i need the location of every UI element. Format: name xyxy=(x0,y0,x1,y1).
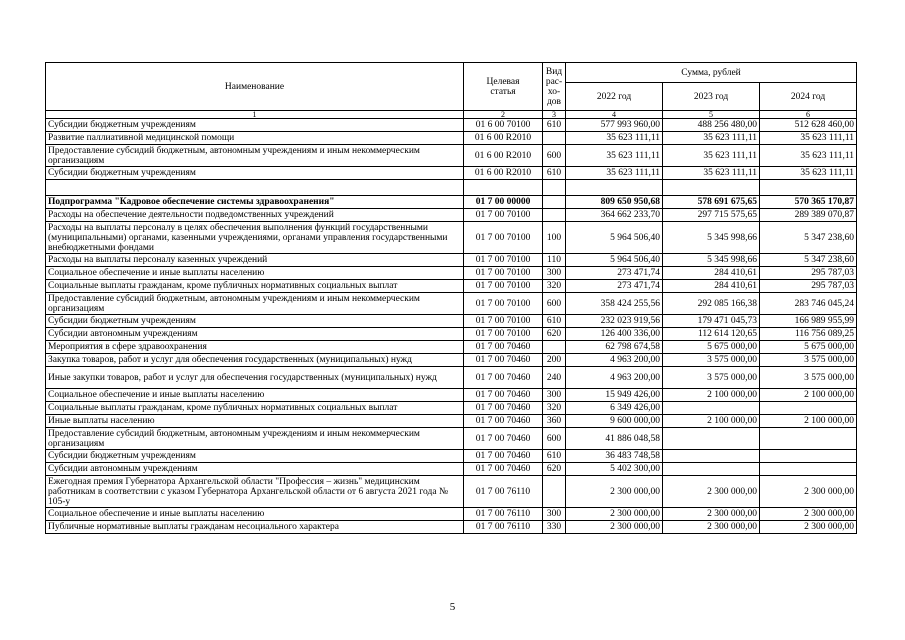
header-year-2022: 2022 год xyxy=(566,83,663,111)
row-code: 01 7 00 70460 xyxy=(464,415,543,428)
row-code: 01 7 00 70460 xyxy=(464,450,543,463)
row-code: 01 7 00 76110 xyxy=(464,508,543,521)
row-amount-2024: 5 675 000,00 xyxy=(760,341,857,354)
table-row xyxy=(46,328,857,341)
row-amount-2022: 5 964 506,40 xyxy=(566,254,663,267)
row-amount-2024: 35 623 111,11 xyxy=(760,167,857,180)
row-amount-2024: 3 575 000,00 xyxy=(760,354,857,367)
row-name: Иные выплаты населению xyxy=(46,415,464,428)
row-amount-2024: 2 100 000,00 xyxy=(760,389,857,402)
row-amount-2024: 283 746 045,24 xyxy=(760,293,857,315)
row-amount-2023: 292 085 166,38 xyxy=(663,293,760,315)
row-amount-2023: 578 691 675,65 xyxy=(663,196,760,209)
row-name: Субсидии бюджетным учреждениям xyxy=(46,167,464,180)
row-code: 01 6 00 R2010 xyxy=(464,145,543,167)
row-amount-2022: 2 300 000,00 xyxy=(566,476,663,508)
row-amount-2023: 488 256 480,00 xyxy=(663,119,760,132)
table-row xyxy=(46,167,857,180)
row-expense-type: 320 xyxy=(543,402,566,415)
row-code: 01 7 00 70100 xyxy=(464,267,543,280)
row-expense-type: 610 xyxy=(543,119,566,132)
row-amount-2023: 2 300 000,00 xyxy=(663,521,760,534)
row-expense-type: 610 xyxy=(543,315,566,328)
header-sum: Сумма, рублей xyxy=(566,63,857,83)
row-name xyxy=(46,180,464,196)
column-number: 6 xyxy=(760,111,857,119)
row-amount-2022: 273 471,74 xyxy=(566,267,663,280)
row-expense-type: 620 xyxy=(543,328,566,341)
row-name: Подпрограмма "Кадровое обеспечение системы здравоохранения" xyxy=(46,196,464,209)
row-amount-2022: 2 300 000,00 xyxy=(566,508,663,521)
row-amount-2023: 35 623 111,11 xyxy=(663,145,760,167)
row-amount-2024: 166 989 955,99 xyxy=(760,315,857,328)
row-name: Мероприятия в сфере здравоохранения xyxy=(46,341,464,354)
row-amount-2024: 2 300 000,00 xyxy=(760,521,857,534)
row-code: 01 7 00 76110 xyxy=(464,476,543,508)
row-amount-2023: 3 575 000,00 xyxy=(663,367,760,389)
row-amount-2022: 35 623 111,11 xyxy=(566,132,663,145)
table-row xyxy=(46,280,857,293)
row-amount-2024: 295 787,03 xyxy=(760,267,857,280)
row-name: Социальное обеспечение и иные выплаты населению xyxy=(46,508,464,521)
row-code: 01 7 00 70460 xyxy=(464,341,543,354)
table-row xyxy=(46,402,857,415)
row-code xyxy=(464,180,543,196)
row-amount-2023: 112 614 120,65 xyxy=(663,328,760,341)
row-expense-type: 600 xyxy=(543,145,566,167)
row-name: Иные закупки товаров, работ и услуг для обеспечения государственных (муниципальных) нужд xyxy=(46,367,464,389)
header-name: Наименование xyxy=(46,63,464,111)
row-name: Субсидии бюджетным учреждениям xyxy=(46,315,464,328)
row-code: 01 7 00 70460 xyxy=(464,463,543,476)
table-row xyxy=(46,389,857,402)
row-code: 01 7 00 70100 xyxy=(464,293,543,315)
row-amount-2022: 35 623 111,11 xyxy=(566,145,663,167)
row-amount-2022: 809 650 950,68 xyxy=(566,196,663,209)
row-amount-2023: 5 345 998,66 xyxy=(663,254,760,267)
row-amount-2022: 15 949 426,00 xyxy=(566,389,663,402)
row-amount-2022: 364 662 233,70 xyxy=(566,209,663,222)
row-expense-type: 110 xyxy=(543,254,566,267)
table-row xyxy=(46,145,857,167)
row-amount-2022: 2 300 000,00 xyxy=(566,521,663,534)
row-amount-2022: 273 471,74 xyxy=(566,280,663,293)
row-amount-2024: 295 787,03 xyxy=(760,280,857,293)
row-code: 01 7 00 70100 xyxy=(464,280,543,293)
row-name: Публичные нормативные выплаты гражданам несоциального характера xyxy=(46,521,464,534)
row-amount-2024: 289 389 070,87 xyxy=(760,209,857,222)
table-row-subprogram xyxy=(46,196,857,209)
row-expense-type: 300 xyxy=(543,508,566,521)
row-name: Социальное обеспечение и иные выплаты населению xyxy=(46,389,464,402)
row-code: 01 6 00 R2010 xyxy=(464,167,543,180)
row-amount-2023: 284 410,61 xyxy=(663,267,760,280)
row-expense-type: 240 xyxy=(543,367,566,389)
row-amount-2023 xyxy=(663,428,760,450)
budget-table xyxy=(45,62,857,534)
row-name: Ежегодная премия Губернатора Архангельской области "Профессия – жизнь" медицинским работникам в соответствии с указом Губернатора Архангельской области от 6 августа 2021 года № 105-у xyxy=(46,476,464,508)
row-expense-type: 100 xyxy=(543,222,566,254)
row-amount-2023: 5 675 000,00 xyxy=(663,341,760,354)
row-amount-2024: 5 347 238,60 xyxy=(760,254,857,267)
row-name: Расходы на обеспечение деятельности подведомственных учреждений xyxy=(46,209,464,222)
row-expense-type xyxy=(543,341,566,354)
row-amount-2023: 284 410,61 xyxy=(663,280,760,293)
row-name: Предоставление субсидий бюджетным, автономным учреждениям и иным некоммерческим организациям xyxy=(46,293,464,315)
header-year-2023: 2023 год xyxy=(663,83,760,111)
row-amount-2024 xyxy=(760,402,857,415)
row-name: Расходы на выплаты персоналу казенных учреждений xyxy=(46,254,464,267)
row-amount-2022: 4 963 200,00 xyxy=(566,367,663,389)
row-amount-2024: 35 623 111,11 xyxy=(760,145,857,167)
row-expense-type: 600 xyxy=(543,293,566,315)
row-amount-2024: 2 300 000,00 xyxy=(760,508,857,521)
table-row xyxy=(46,354,857,367)
row-amount-2024: 3 575 000,00 xyxy=(760,367,857,389)
row-amount-2023: 179 471 045,73 xyxy=(663,315,760,328)
row-amount-2022: 5 402 300,00 xyxy=(566,463,663,476)
row-amount-2022: 126 400 336,00 xyxy=(566,328,663,341)
column-number: 4 xyxy=(566,111,663,119)
row-amount-2022: 232 023 919,56 xyxy=(566,315,663,328)
row-name: Предоставление субсидий бюджетным, автономным учреждениям и иным некоммерческим организациям xyxy=(46,145,464,167)
row-expense-type: 610 xyxy=(543,450,566,463)
row-name: Субсидии бюджетным учреждениям xyxy=(46,450,464,463)
row-amount-2024 xyxy=(760,450,857,463)
row-code: 01 7 00 70100 xyxy=(464,222,543,254)
row-code: 01 6 00 R2010 xyxy=(464,132,543,145)
table-row xyxy=(46,428,857,450)
row-name: Социальные выплаты гражданам, кроме публичных нормативных социальных выплат xyxy=(46,402,464,415)
column-number: 2 xyxy=(464,111,543,119)
row-amount-2022: 41 886 048,58 xyxy=(566,428,663,450)
table-row xyxy=(46,209,857,222)
row-code: 01 7 00 70100 xyxy=(464,328,543,341)
header-target-article: Целевая статья xyxy=(464,63,543,111)
row-amount-2023 xyxy=(663,402,760,415)
table-row xyxy=(46,119,857,132)
row-amount-2024: 512 628 460,00 xyxy=(760,119,857,132)
row-amount-2022: 35 623 111,11 xyxy=(566,167,663,180)
row-name: Развитие паллиативной медицинской помощи xyxy=(46,132,464,145)
row-expense-type: 600 xyxy=(543,428,566,450)
row-expense-type xyxy=(543,196,566,209)
table-row xyxy=(46,132,857,145)
row-amount-2023 xyxy=(663,463,760,476)
table-body xyxy=(46,119,857,534)
row-expense-type: 610 xyxy=(543,167,566,180)
row-amount-2022: 36 483 748,58 xyxy=(566,450,663,463)
header-year-2024: 2024 год xyxy=(760,83,857,111)
row-expense-type xyxy=(543,209,566,222)
row-amount-2023: 297 715 575,65 xyxy=(663,209,760,222)
row-expense-type xyxy=(543,180,566,196)
row-expense-type: 360 xyxy=(543,415,566,428)
row-expense-type xyxy=(543,476,566,508)
row-amount-2022: 9 600 000,00 xyxy=(566,415,663,428)
table-row xyxy=(46,463,857,476)
row-amount-2023 xyxy=(663,450,760,463)
row-expense-type: 300 xyxy=(543,389,566,402)
row-amount-2024 xyxy=(760,180,857,196)
row-amount-2024: 570 365 170,87 xyxy=(760,196,857,209)
row-amount-2024: 2 100 000,00 xyxy=(760,415,857,428)
row-amount-2023: 2 100 000,00 xyxy=(663,389,760,402)
row-amount-2022: 4 963 200,00 xyxy=(566,354,663,367)
row-name: Закупка товаров, работ и услуг для обеспечения государственных (муниципальных) нужд xyxy=(46,354,464,367)
row-code: 01 7 00 00000 xyxy=(464,196,543,209)
row-expense-type: 200 xyxy=(543,354,566,367)
row-amount-2024: 2 300 000,00 xyxy=(760,476,857,508)
row-code: 01 7 00 70100 xyxy=(464,315,543,328)
row-amount-2024 xyxy=(760,463,857,476)
row-name: Субсидии автономным учреждениям xyxy=(46,463,464,476)
row-amount-2022: 62 798 674,58 xyxy=(566,341,663,354)
table-row xyxy=(46,254,857,267)
row-code: 01 7 00 70100 xyxy=(464,254,543,267)
row-expense-type: 320 xyxy=(543,280,566,293)
row-expense-type: 300 xyxy=(543,267,566,280)
table-row xyxy=(46,450,857,463)
row-code: 01 7 00 70460 xyxy=(464,367,543,389)
column-number: 5 xyxy=(663,111,760,119)
row-amount-2022 xyxy=(566,180,663,196)
table-row xyxy=(46,267,857,280)
table-row xyxy=(46,367,857,389)
table-row xyxy=(46,476,857,508)
row-amount-2024: 5 347 238,60 xyxy=(760,222,857,254)
row-code: 01 7 00 70100 xyxy=(464,209,543,222)
row-code: 01 7 00 76110 xyxy=(464,521,543,534)
table-row xyxy=(46,508,857,521)
row-amount-2023: 5 345 998,66 xyxy=(663,222,760,254)
row-expense-type: 330 xyxy=(543,521,566,534)
column-number: 1 xyxy=(46,111,464,119)
row-amount-2024: 116 756 089,25 xyxy=(760,328,857,341)
row-name: Социальные выплаты гражданам, кроме публичных нормативных социальных выплат xyxy=(46,280,464,293)
column-number: 3 xyxy=(543,111,566,119)
row-name: Субсидии автономным учреждениям xyxy=(46,328,464,341)
header-expense-type: Вид рас-хо-дов xyxy=(543,63,566,111)
row-expense-type: 620 xyxy=(543,463,566,476)
table-row xyxy=(46,293,857,315)
row-amount-2022: 358 424 255,56 xyxy=(566,293,663,315)
row-code: 01 6 00 70100 xyxy=(464,119,543,132)
row-code: 01 7 00 70460 xyxy=(464,428,543,450)
row-name: Расходы на выплаты персоналу в целях обеспечения выполнения функций государственными (муниципальными) органами, казенными учреждениями, органами управления государственными внебюджетными фондами xyxy=(46,222,464,254)
row-amount-2023: 3 575 000,00 xyxy=(663,354,760,367)
row-amount-2024: 35 623 111,11 xyxy=(760,132,857,145)
page-number: 5 xyxy=(449,601,456,613)
table-row xyxy=(46,415,857,428)
table-row-empty xyxy=(46,180,857,196)
row-amount-2023: 35 623 111,11 xyxy=(663,132,760,145)
table-row xyxy=(46,222,857,254)
row-amount-2023: 2 300 000,00 xyxy=(663,476,760,508)
row-amount-2022: 6 349 426,00 xyxy=(566,402,663,415)
row-name: Предоставление субсидий бюджетным, автономным учреждениям и иным некоммерческим организациям xyxy=(46,428,464,450)
row-name: Социальное обеспечение и иные выплаты населению xyxy=(46,267,464,280)
row-amount-2023: 2 100 000,00 xyxy=(663,415,760,428)
table-row xyxy=(46,315,857,328)
row-expense-type xyxy=(543,132,566,145)
table-row xyxy=(46,521,857,534)
table-row xyxy=(46,341,857,354)
row-amount-2023: 2 300 000,00 xyxy=(663,508,760,521)
row-amount-2024 xyxy=(760,428,857,450)
row-code: 01 7 00 70460 xyxy=(464,389,543,402)
row-name: Субсидии бюджетным учреждениям xyxy=(46,119,464,132)
row-code: 01 7 00 70460 xyxy=(464,354,543,367)
row-amount-2023: 35 623 111,11 xyxy=(663,167,760,180)
row-amount-2022: 577 993 960,00 xyxy=(566,119,663,132)
row-amount-2022: 5 964 506,40 xyxy=(566,222,663,254)
row-amount-2023 xyxy=(663,180,760,196)
row-code: 01 7 00 70460 xyxy=(464,402,543,415)
